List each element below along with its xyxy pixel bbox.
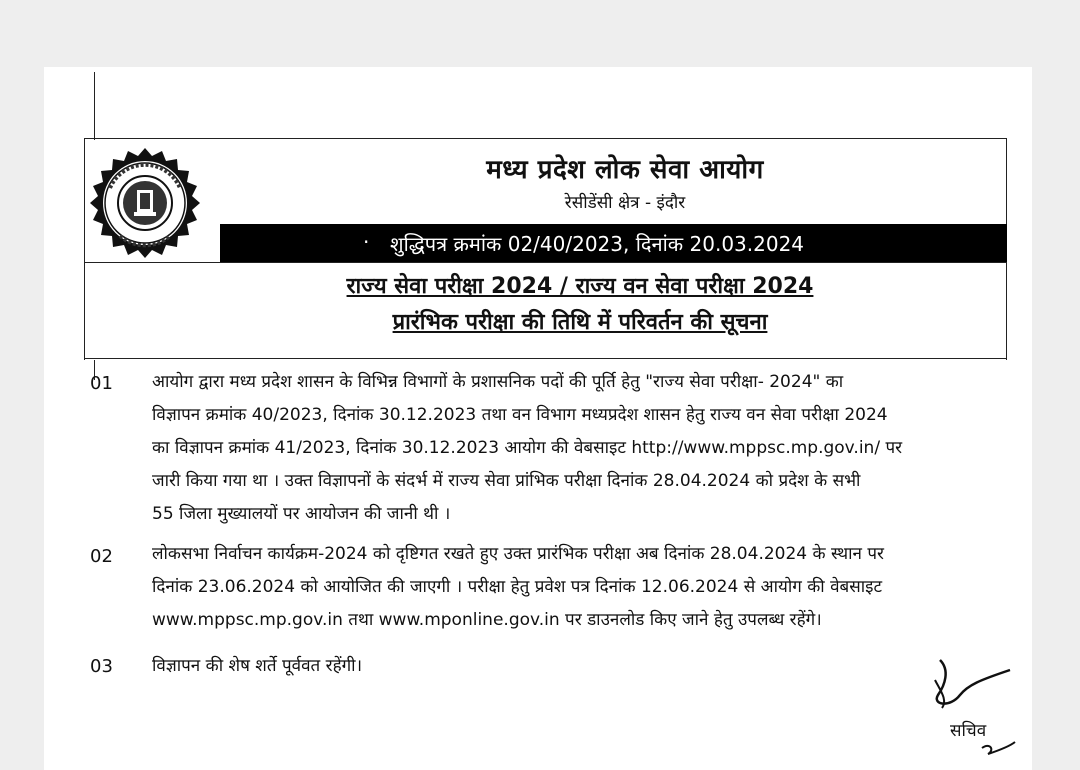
organization-name: मध्य प्रदेश लोक सेवा आयोग: [486, 155, 764, 185]
corrigendum-band: [220, 224, 1007, 262]
point-paragraph: [152, 538, 1000, 637]
bullet-dot: ·: [363, 230, 370, 254]
frame-left-border: [84, 138, 85, 360]
point-paragraph: [152, 650, 1000, 683]
notice-title-line1: राज्य सेवा परीक्षा 2024 / राज्य वन सेवा परीक्षा 2024: [346, 274, 814, 299]
point-paragraph: [152, 366, 1000, 531]
point-number: 01: [90, 373, 113, 394]
paragraph-line: का विज्ञापन क्रमांक 41/2023, दिनांक 30.12.2023 आयोग की वेबसाइट http://www.mppsc.mp.gov.in/ पर: [152, 438, 903, 458]
signature-scribble-icon: [920, 650, 1020, 760]
paragraph-line: लोकसभा निर्वाचन कार्यक्रम-2024 को दृष्टिगत रखते हुए उक्त प्रारंभिक परीक्षा अब दिनांक 28.04.2024 के स्थान पर: [152, 544, 884, 564]
paragraph-line: 55 जिला मुख्यालयों पर आयोजन की जानी थी ।: [152, 504, 451, 524]
paragraph-line: दिनांक 23.06.2024 को आयोजित की जाएगी । परीक्षा हेतु प्रवेश पत्र दिनांक 12.06.2024 से आयोग की वेबसाइट: [152, 577, 883, 597]
paragraph-line: जारी किया गया था । उक्त विज्ञापनों के संदर्भ में राज्य सेवा प्रांभिक परीक्षा दिनांक 28.04.2024 को प्रदेश के सभी: [152, 471, 861, 491]
paragraph-line: आयोग द्वारा मध्य प्रदेश शासन के विभिन्न विभागों के प्रशासनिक पदों की पूर्ति हेतु "राज्य सेवा परीक्षा- 2024" का: [152, 372, 844, 392]
signatory-designation: सचिव: [950, 721, 987, 741]
point-number: 03: [90, 656, 113, 677]
paragraph-line: विज्ञापन की शेष शर्ते पूर्ववत रहेंगी।: [152, 656, 363, 676]
paragraph-line: www.mppsc.mp.gov.in तथा www.mponline.gov.in पर डाउनलोड किए जाने हेतु उपलब्ध रहेंगे।: [152, 610, 822, 630]
header-divider: [84, 262, 1007, 263]
frame-bottom-border: [84, 358, 1007, 359]
corrigendum-number: शुद्धिपत्र क्रमांक 02/40/2023, दिनांक 20.03.2024: [390, 232, 805, 256]
frame-top-border: [84, 138, 1007, 139]
paragraph-line: विज्ञापन क्रमांक 40/2023, दिनांक 30.12.2023 तथा वन विभाग मध्यप्रदेश शासन हेतु राज्य वन सेवा परीक्षा 2024: [152, 405, 888, 425]
point-number: 02: [90, 546, 113, 567]
notice-title-line2: प्रारंभिक परीक्षा की तिथि में परिवर्तन की सूचना: [392, 310, 768, 335]
mppsc-emblem-seal-icon: [90, 148, 200, 258]
left-margin-line: [94, 72, 95, 140]
organization-address: रेसीडेंसी क्षेत्र - इंदौर: [564, 193, 686, 213]
